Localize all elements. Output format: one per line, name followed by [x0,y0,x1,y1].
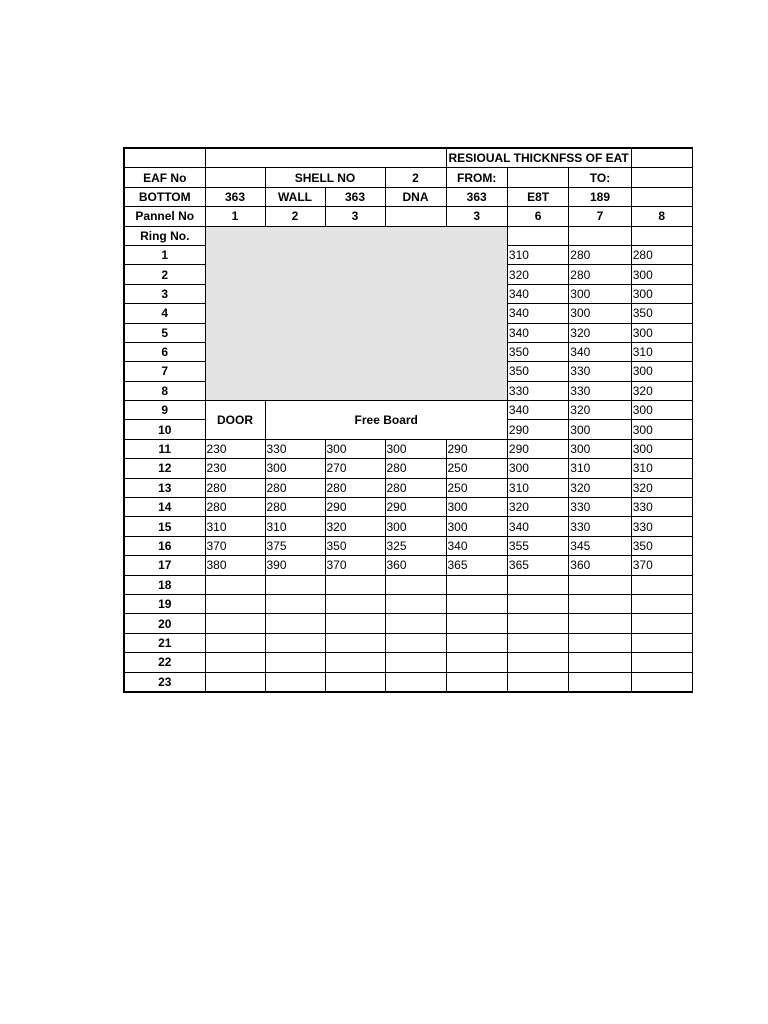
table-row [124,478,692,497]
table-row [124,536,692,555]
ring-number: 21 [124,633,205,652]
ring-number: 12 [124,459,205,478]
thickness-cell [325,672,385,692]
thickness-cell [507,672,568,692]
e8t-label: E8T [507,187,568,206]
thickness-cell: 370 [325,556,385,575]
thickness-cell [507,653,568,672]
thickness-cell: 300 [446,498,507,517]
thickness-cell: 230 [205,459,265,478]
thickness-cell: 280 [265,478,325,497]
thickness-cell [569,653,631,672]
thickness-cell [265,672,325,692]
thickness-cell [265,614,325,633]
ring-number: 1 [124,245,205,264]
thickness-cell [507,633,568,652]
table-row [124,594,692,613]
ring-number: 5 [124,323,205,342]
thickness-cell: 300 [569,420,631,439]
thickness-table [123,147,693,693]
shell-no-value: 2 [385,168,446,187]
thickness-cell: 310 [569,459,631,478]
pannel-number [385,207,446,226]
thickness-cell: 280 [569,245,631,264]
table-row [124,614,692,633]
thickness-cell: 320 [631,478,692,497]
thickness-cell: 250 [446,459,507,478]
thickness-cell: 340 [446,536,507,555]
ring-number: 16 [124,536,205,555]
pannel-number: 7 [569,207,631,226]
thickness-cell: 340 [569,342,631,361]
thickness-cell: 280 [205,478,265,497]
thickness-cell: 320 [631,381,692,400]
table-row [124,517,692,536]
thickness-cell: 350 [507,362,568,381]
thickness-cell: 280 [385,478,446,497]
thickness-cell: 250 [446,478,507,497]
table-row [124,459,692,478]
thickness-cell: 340 [507,284,568,303]
thickness-cell [631,653,692,672]
thickness-cell: 310 [631,342,692,361]
shaded-area [205,226,507,401]
thickness-cell: 310 [205,517,265,536]
blank-cell [569,226,631,245]
thickness-cell: 355 [507,536,568,555]
thickness-cell [507,594,568,613]
thickness-cell [325,594,385,613]
ring-number: 13 [124,478,205,497]
ring-number: 15 [124,517,205,536]
thickness-cell [205,672,265,692]
thickness-cell: 280 [631,245,692,264]
thickness-cell: 310 [507,245,568,264]
thickness-cell: 300 [631,420,692,439]
ring-number: 7 [124,362,205,381]
pannel-row [124,207,692,226]
ring-number: 4 [124,304,205,323]
thickness-cell: 300 [631,284,692,303]
ring-no-label: Ring No. [124,226,205,245]
bottom-label: BOTTOM [124,187,205,206]
thickness-cell: 330 [265,439,325,458]
ring-number: 18 [124,575,205,594]
thickness-cell [631,575,692,594]
thickness-cell [205,575,265,594]
thickness-cell [385,594,446,613]
thickness-cell [385,575,446,594]
thickness-cell: 280 [265,498,325,517]
thickness-cell: 330 [631,498,692,517]
thickness-cell: 330 [569,362,631,381]
thickness-cell [205,594,265,613]
ring-number: 19 [124,594,205,613]
ring-number: 6 [124,342,205,361]
blank-cell [507,226,568,245]
ring-number: 9 [124,401,205,420]
thickness-cell [325,575,385,594]
table-row [124,401,692,420]
thickness-cell: 290 [325,498,385,517]
thickness-cell [205,633,265,652]
shell-no-label: SHELL NO [265,168,385,187]
thickness-cell: 280 [205,498,265,517]
thickness-cell [631,614,692,633]
thickness-cell [446,614,507,633]
thickness-cell: 300 [631,362,692,381]
thickness-cell: 280 [325,478,385,497]
thickness-cell [265,594,325,613]
to-value [631,168,692,187]
thickness-cell: 380 [205,556,265,575]
ring-number: 3 [124,284,205,303]
thickness-cell: 280 [385,459,446,478]
thickness-cell: 340 [507,401,568,420]
thickness-cell: 300 [631,323,692,342]
header-row-title [124,148,692,168]
thickness-cell [385,653,446,672]
ring-number: 17 [124,556,205,575]
thickness-cell: 330 [569,517,631,536]
ring-number: 2 [124,265,205,284]
ring-number: 14 [124,498,205,517]
ring-number: 8 [124,381,205,400]
dna-label: DNA [385,187,446,206]
thickness-cell [631,594,692,613]
header-row-eaf [124,168,692,187]
table-row [124,633,692,652]
thickness-cell [569,614,631,633]
blank-cell [631,226,692,245]
blank-cell [124,148,205,168]
thickness-cell: 340 [507,323,568,342]
thickness-cell: 365 [446,556,507,575]
thickness-cell: 320 [507,265,568,284]
door-label: DOOR [205,401,265,440]
thickness-cell: 230 [205,439,265,458]
thickness-cell: 320 [325,517,385,536]
from-label: FROM: [446,168,507,187]
thickness-cell: 300 [446,517,507,536]
thickness-cell: 375 [265,536,325,555]
eaf-no-label: EAF No [124,168,205,187]
thickness-cell [446,633,507,652]
table-row [124,672,692,692]
thickness-cell [325,633,385,652]
ring-number: 23 [124,672,205,692]
table-row [124,653,692,672]
pannel-no-label: Pannel No [124,207,205,226]
thickness-cell: 290 [507,420,568,439]
thickness-cell [265,575,325,594]
thickness-cell: 365 [507,556,568,575]
thickness-cell [569,633,631,652]
pannel-number: 8 [631,207,692,226]
pannel-number: 3 [446,207,507,226]
thickness-cell [325,653,385,672]
thickness-cell: 350 [325,536,385,555]
thickness-cell [265,653,325,672]
thickness-cell: 290 [385,498,446,517]
thickness-cell: 350 [631,304,692,323]
blank-cell [631,187,692,206]
pannel-number: 6 [507,207,568,226]
thickness-cell: 290 [507,439,568,458]
blank-cell [205,148,446,168]
thickness-cell: 270 [325,459,385,478]
thickness-cell: 325 [385,536,446,555]
thickness-cell: 300 [569,284,631,303]
to-label: TO: [569,168,631,187]
table-row [124,556,692,575]
ring-number: 11 [124,439,205,458]
pannel-number: 3 [325,207,385,226]
pannel-number: 1 [205,207,265,226]
eaf-no-value [205,168,265,187]
thickness-cell: 340 [507,304,568,323]
thickness-cell: 330 [507,381,568,400]
thickness-cell [446,672,507,692]
free-board-label: Free Board [265,401,507,440]
thickness-cell [631,672,692,692]
table-row [124,498,692,517]
from-value [507,168,568,187]
wall-value: 363 [325,187,385,206]
sheet-title: RESIOUAL THICKNFSS OF EAT [446,148,631,168]
wall-label: WALL [265,187,325,206]
thickness-cell: 320 [569,401,631,420]
thickness-cell: 300 [569,304,631,323]
thickness-cell [205,614,265,633]
header-row-bottom [124,187,692,206]
thickness-cell: 370 [205,536,265,555]
table-row [124,439,692,458]
thickness-cell: 310 [631,459,692,478]
thickness-cell: 330 [569,381,631,400]
ring-number: 10 [124,420,205,439]
pannel-number: 2 [265,207,325,226]
thickness-cell [265,633,325,652]
thickness-cell: 360 [569,556,631,575]
e8t-value: 189 [569,187,631,206]
thickness-cell [507,614,568,633]
thickness-cell [205,653,265,672]
thickness-cell: 300 [631,439,692,458]
thickness-cell: 390 [265,556,325,575]
thickness-cell: 300 [631,265,692,284]
thickness-cell [507,575,568,594]
thickness-cell [446,653,507,672]
thickness-cell: 345 [569,536,631,555]
thickness-cell: 320 [569,323,631,342]
bottom-value: 363 [205,187,265,206]
thickness-cell [385,633,446,652]
thickness-cell [569,594,631,613]
thickness-cell [446,594,507,613]
thickness-cell [385,672,446,692]
thickness-cell: 300 [385,439,446,458]
thickness-cell: 310 [507,478,568,497]
thickness-cell: 300 [631,401,692,420]
ring-number: 22 [124,653,205,672]
thickness-cell: 280 [569,265,631,284]
thickness-cell: 300 [385,517,446,536]
thickness-cell: 360 [385,556,446,575]
thickness-cell: 340 [507,517,568,536]
thickness-cell: 300 [507,459,568,478]
thickness-cell [569,575,631,594]
thickness-cell: 300 [325,439,385,458]
thickness-cell: 320 [569,478,631,497]
ring-number: 20 [124,614,205,633]
blank-cell [631,148,692,168]
dna-value: 363 [446,187,507,206]
table-row [124,575,692,594]
thickness-cell [569,672,631,692]
thickness-cell: 350 [631,536,692,555]
thickness-cell: 350 [507,342,568,361]
thickness-cell [385,614,446,633]
ring-label-row [124,226,692,245]
thickness-cell [631,633,692,652]
thickness-cell: 370 [631,556,692,575]
thickness-cell: 320 [507,498,568,517]
thickness-cell: 310 [265,517,325,536]
thickness-cell: 290 [446,439,507,458]
thickness-cell: 300 [569,439,631,458]
thickness-cell [325,614,385,633]
thickness-cell: 330 [569,498,631,517]
thickness-cell: 300 [265,459,325,478]
thickness-cell [446,575,507,594]
thickness-cell: 330 [631,517,692,536]
